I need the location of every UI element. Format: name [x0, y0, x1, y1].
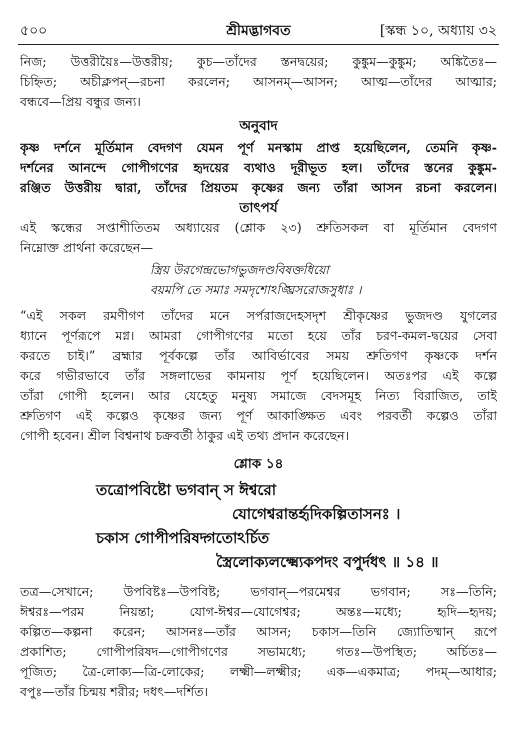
translation-line: দর্শনের আনন্দে গোপীগণের হৃদয়ের ব্যথাও দূরীভূত হল। তাঁদের স্তনের কুঙ্কুম-: [20, 160, 497, 175]
synonym-line: প্রকাশিত; গোপীপরিষদ—গোপীগণের সভামধ্যে; গতঃ—উপস্থিত; অর্চিতঃ—: [20, 644, 497, 659]
verse-line: স্ত্রৈলোক্যলক্ষ্ম্যেকপদং বপুর্দধৎ ॥ ১৪ ॥: [216, 553, 439, 571]
header-divider: [18, 44, 499, 45]
synonym-line: নিজ; উত্তরীয়ৈঃ—উত্তরীয়; কুচ—তাঁদের স্তনদ্বয়ের; কুঙ্কুম—কুঙ্কুম; অঙ্কিতৈঃ—: [20, 54, 497, 69]
verse-line: চকাস গোপীপরিষদ্গতোঽর্চিত: [96, 529, 270, 547]
section-reference: [স্কন্ধ ১০, অধ্যায় ৩২: [379, 23, 497, 39]
purport-line: তাঁরা গোপী হলেন। আর যেহেতু মনুষ্য সমাজে বেদসমূহ নিত্য বিরাজিত, তাই: [20, 388, 497, 403]
verse-line: তত্রোপবিষ্টো ভগবান্ স ঈশ্বরো: [96, 481, 277, 499]
synonym-line: বপুঃ—তাঁর চিন্ময় শরীর; দধৎ—দর্শিত।: [20, 684, 209, 699]
quoted-verse-line: স্ত্রিয় উরগেন্দ্রভোগভুজদণ্ডবিষক্তধিয়ো: [150, 263, 329, 277]
quoted-verse-line: বয়মপি তে সমাঃ সমদৃশোঽঙ্ঘ্রিসরোজসুধাঃ ।: [150, 283, 362, 297]
synonym-line: পূজিত; ত্রৈ-লোক্য—ত্রি-লোকের; লক্ষ্মী—লক্ষ্মীর; এক—একমাত্র; পদম্—আধার;: [20, 664, 497, 679]
purport-line: গোপী হবেন। শ্রীল বিশ্বনাথ চক্রবর্তী ঠাকুর এই তথ্য প্রদান করেছেন।: [20, 428, 350, 443]
synonym-line: ঈশ্বরঃ—পরম নিয়ন্তা; যোগ-ঈশ্বর—যোগেশ্বর; অন্তঃ—মধ্যে; হৃদি—হৃদয়;: [20, 604, 497, 619]
translation-heading: অনুবাদ: [239, 118, 278, 134]
purport-line: করতে চাই।” ব্রহ্মার পূর্বকল্পে তাঁর আবির্ভাবের সময় শ্রুতিগণ কৃষ্ণকে দর্শন: [20, 348, 497, 363]
purport-heading: তাৎপর্য: [239, 200, 278, 216]
book-title: শ্রীমদ্ভাগবত: [226, 23, 291, 39]
purport-line: শ্রুতিগণ এই কল্পেও কৃষ্ণের জন্য পূর্ণ আকাঙ্ক্ষিত এবং পরবর্তী কল্পেও তাঁরা: [20, 408, 497, 423]
purport-line: এই স্কন্ধের সপ্তাশীতিতম অধ্যায়ের (শ্লোক ২৩) শ্রুতিসকল বা মূর্তিমান বেদগণ: [20, 220, 497, 235]
synonym-line: বন্ধবে—প্রিয় বন্ধুর জন্য।: [20, 94, 141, 109]
purport-line: করে গভীরভাবে তাঁর সঙ্গলাভের কামনায় পূর্ণ হয়েছিলেন। অতঃপর এই কল্পে: [20, 368, 497, 383]
page-number: ৫০০: [20, 23, 48, 39]
verse-heading: শ্লোক ১৪: [233, 456, 284, 472]
translation-line: কৃষ্ণ দর্শনে মূর্তিমান বেদগণ যেমন পূর্ণ মনস্কাম প্রাপ্ত হয়েছিলেন, তেমনি কৃষ্ণ-: [20, 140, 497, 155]
synonym-line: তত্র—সেখানে; উপবিষ্টঃ—উপবিষ্ট; ভগবান্—পরমেশ্বর ভগবান; সঃ—তিনি;: [20, 584, 497, 599]
purport-line: ধ্যানে পূর্ণরূপে মগ্ন। আমরা গোপীগণের মতো হয়ে তাঁর চরণ-কমল-দ্বয়ের সেবা: [20, 328, 497, 343]
translation-line: রঞ্জিত উত্তরীয় দ্বারা, তাঁদের প্রিয়তম কৃষ্ণের জন্য তাঁরা আসন রচনা করলেন।: [20, 180, 497, 195]
purport-line: নিম্নোক্ত প্রার্থনা করেছেন—: [20, 240, 154, 255]
synonym-line: চিহ্নিত; অচীক্লপন্—রচনা করলেন; আসনম্—আসন; আত্ম—তাঁদের আত্মার;: [20, 74, 497, 89]
verse-line: যোগেশ্বরান্তর্হৃদিকল্পিতাসনঃ ।: [232, 505, 401, 523]
purport-line: “এই সকল রমণীগণ তাঁদের মনে সর্পরাজদেহসদৃশ শ্রীকৃষ্ণের ভুজদণ্ড যুগলের: [20, 308, 497, 323]
synonym-line: কল্পিত—কল্পনা করেন; আসনঃ—তাঁর আসন; চকাস—তিনি জ্যোতিষ্মান্ রূপে: [20, 624, 497, 639]
